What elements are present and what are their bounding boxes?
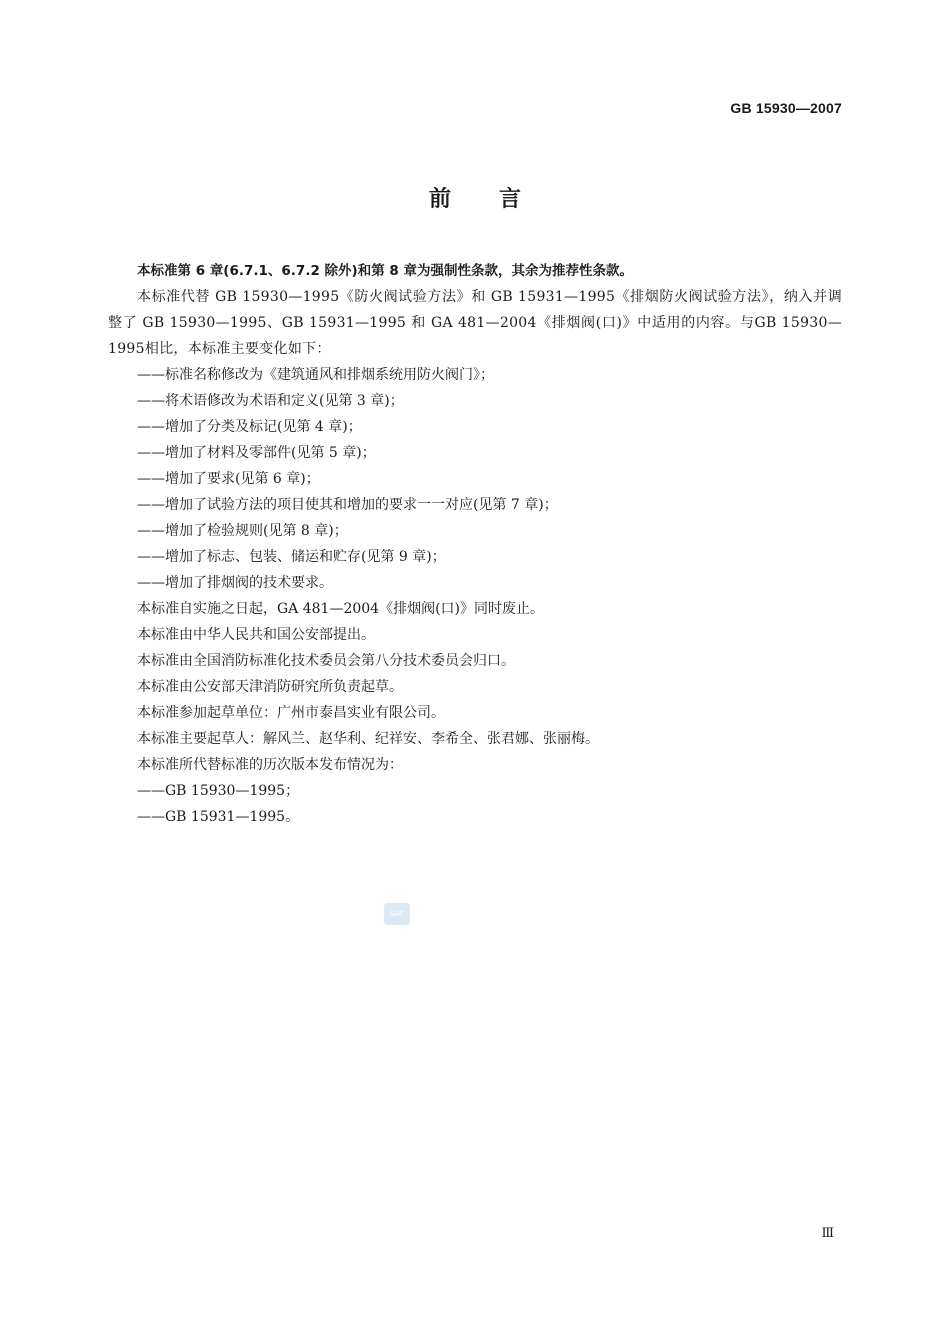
change-item: ——增加了试验方法的项目使其和增加的要求一一对应(见第 7 章)； <box>137 497 558 513</box>
centralized-by-paragraph: 本标准由全国消防标准化技术委员会第八分技术委员会归口。 <box>137 653 515 669</box>
change-item: ——增加了排烟阀的技术要求。 <box>137 575 333 591</box>
change-item: ——增加了分类及标记(见第 4 章)； <box>137 419 362 435</box>
drafter-paragraph: 本标准由公安部天津消防研究所负责起草。 <box>137 679 403 695</box>
change-item: ——增加了检验规则(见第 8 章)； <box>137 523 348 539</box>
page-number: Ⅲ <box>821 1226 834 1241</box>
history-item: ——GB 15931—1995。 <box>137 809 300 825</box>
change-item: ——增加了标志、包装、储运和贮存(见第 9 章)； <box>137 549 446 565</box>
proposer-paragraph: 本标准由中华人民共和国公安部提出。 <box>137 627 375 643</box>
foreword-body <box>108 258 842 830</box>
authors-paragraph: 本标准主要起草人：解风兰、赵华利、纪祥安、李希全、张君娜、张丽梅。 <box>137 731 599 747</box>
mandatory-clause-paragraph: 本标准第 6 章(6.7.1、6.7.2 除外)和第 8 章为强制性条款，其余为推荐性条款。 <box>137 263 633 279</box>
history-item: ——GB 15930—1995； <box>137 783 300 799</box>
replacement-paragraph: 本标准代替 GB 15930—1995《防火阀试验方法》和 GB 15931—1995《排烟防火阀试验方法》，纳入并调整了 GB 15930—1995、GB 15931—1995 和 GA 481—2004《排烟阀(口)》中适用的内容。与GB 15930—1995相比，本标准主要变化如下： <box>108 289 842 357</box>
abolition-paragraph: 本标准自实施之日起，GA 481—2004《排烟阀(口)》同时废止。 <box>137 601 545 617</box>
change-item: ——标准名称修改为《建筑通风和排烟系统用防火阀门》； <box>137 367 494 383</box>
history-paragraph: 本标准所代替标准的历次版本发布情况为： <box>137 757 403 773</box>
participant-paragraph: 本标准参加起草单位：广州市泰昌实业有限公司。 <box>137 705 445 721</box>
standard-number-header: GB 15930—2007 <box>730 100 842 116</box>
change-item: ——增加了材料及零部件(见第 5 章)； <box>137 445 376 461</box>
sac-watermark-logo: SAC <box>384 903 410 925</box>
change-item: ——将术语修改为术语和定义(见第 3 章)； <box>137 393 404 409</box>
change-item: ——增加了要求(见第 6 章)； <box>137 471 320 487</box>
page-title: 前言 <box>428 187 569 212</box>
